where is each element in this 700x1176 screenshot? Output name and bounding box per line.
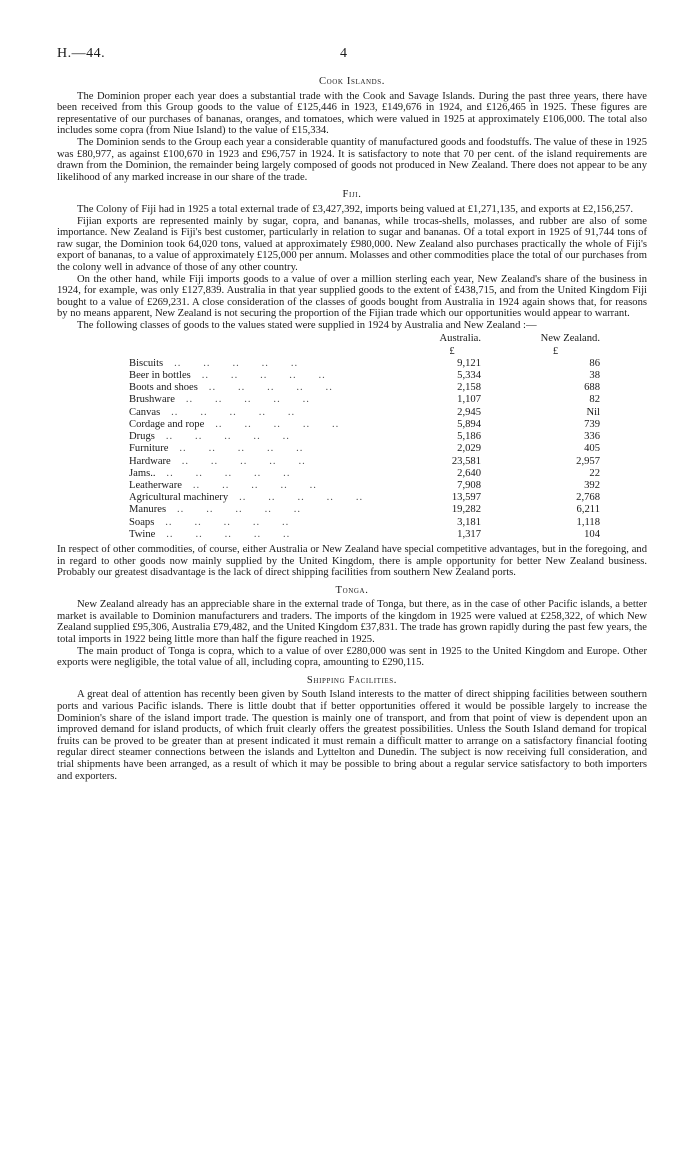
table-row	[129, 382, 608, 394]
table-cell-australia: 3,181	[457, 516, 481, 528]
item-label: Furniture	[129, 443, 169, 455]
table-row	[129, 407, 608, 419]
table-header-australia: Australia.	[439, 333, 481, 345]
table-cell-australia: 1,107	[457, 394, 481, 406]
paragraph: On the other hand, while Fiji imports goods to a value of over a million sterling each year, New Zealand's share of the business in 1924, for example, was only £127,839. Australia in that year supplied goods to the extent of £438,715, and from the United Kingdom Fiji bought to a value of £269,231. A close consideration of the classes of goods bought from Australia in 1924 again shows that, for reasons by no means apparent, New Zealand is not securing the proportion of the Fijian trade which our opportunities would appear to warrant.	[57, 273, 647, 320]
table-cell-australia: 7,908	[457, 479, 481, 491]
paragraph: The Dominion sends to the Group each year a considerable quantity of manufactured goods and foodstuffs. The value of these in 1925 was £80,977, as against £100,670 in 1923 and £96,757 in 1924. It is satisfactory to note that 70 per cent. of the island requirements are drawn from the Dominion, the remainder being largely composed of goods not produced in New Zealand. There does not appear to be any likelihood of any marked increase in our share of the trade.	[57, 136, 647, 183]
table-cell-item	[129, 419, 403, 431]
table-cell-new-zealand: 336	[584, 431, 600, 443]
section-heading-fiji: Fiji.	[342, 189, 362, 201]
page-header	[57, 48, 647, 70]
table-cell-new-zealand: 688	[584, 382, 600, 394]
table-row	[129, 529, 608, 541]
paragraph: A great deal of attention has recently been given by South Island interests to the matter of direct shipping facilities between southern ports and various Pacific islands. There is little doubt that if better opportunities offered it would be possible largely to increase the Dominion's share of the island import trade. The question is mainly one of transport, and from that point of view is dependent upon an improved demand for island products, of which fruit clearly offers the greatest possibilities. Unless the South Island demand for tropical fruits can be proved to be greater than at present indicated it must remain a difficult matter to arrange on a satisfactory financial footing regular direct steamer connections between the islands and Lyttelton and Dunedin. The subject is now receiving full consideration, and trial shipments have been arranged, as a result of which it may be possible to bring about a regular service satisfactory to both importers and exporters.	[57, 689, 647, 782]
item-label: Agricultural machinery	[129, 492, 229, 504]
table-cell-australia: 2,945	[457, 406, 481, 418]
paragraph: The Dominion proper each year does a substantial trade with the Cook and Savage Islands. During the past three years, there have been received from this Group goods to the value of £125,446 in 1923, £149,676 in 1924, and £126,465 in 1925. These figures are representative of our purchases of bananas, oranges, and tomatoes, which were valued in 1925 at approximately £106,000. The total also includes some copra (from Niue Island) to the value of £15,334.	[57, 90, 647, 137]
table-intro: The following classes of goods to the values stated were supplied in 1924 by Australia and New Zealand :—	[77, 319, 537, 331]
table-cell-item	[129, 358, 403, 370]
trade-table	[129, 333, 608, 540]
leader-dots: .. .. .. .. ..	[163, 357, 299, 369]
table-cell-australia: 5,186	[457, 431, 481, 443]
table-cell-new-zealand: Nil	[586, 406, 600, 418]
table-cell-item	[129, 443, 403, 455]
table-cell-australia: 2,158	[457, 382, 481, 394]
paragraph: In respect of other commodities, of course, either Australia or New Zealand have special competitive advantages, but in the foregoing, and in regard to other goods now mainly supplied by the United Kingdom, there is ample opportunity for better New Zealand business. Probably our greatest disadvantage is the lack of direct shipping facilities from southern New Zealand ports.	[57, 543, 647, 579]
table-cell-australia: 13,597	[451, 492, 481, 504]
table-cell-new-zealand: 739	[584, 418, 600, 430]
leader-dots: .. .. .. .. ..	[190, 370, 326, 382]
leader-dots: .. .. .. .. ..	[170, 455, 306, 467]
item-label: Drugs	[129, 431, 155, 443]
item-label: Cordage and rope	[129, 418, 205, 430]
table-cell-item	[129, 382, 403, 394]
section-cook-islands	[57, 76, 647, 183]
table-cell-new-zealand: 38	[589, 370, 600, 382]
item-label: Canvas	[129, 406, 161, 418]
table-cell-australia: 2,640	[457, 467, 481, 479]
leader-dots: .. .. .. .. ..	[166, 504, 302, 516]
item-label: Beer in bottles	[129, 370, 191, 382]
paragraph: The main product of Tonga is copra, which to a value of over £280,000 was sent in 1925 to the United Kingdom and Europe. Other exports were negligible, the total value of all, including copra, amounting to £290,115.	[57, 645, 647, 669]
table-cell-item	[129, 431, 403, 443]
item-label: Brushware	[129, 394, 175, 406]
table-cell-australia: 5,334	[457, 370, 481, 382]
item-label: Hardware	[129, 455, 171, 467]
table-cell-item	[129, 529, 403, 541]
table-cell-item	[129, 492, 403, 504]
table-row	[129, 468, 608, 480]
table-cell-new-zealand: 1,118	[576, 516, 600, 528]
table-body	[129, 358, 608, 541]
paragraph: New Zealand already has an appreciable share in the external trade of Tonga, but there, as in the case of other Pacific islands, a better market is available to Dominion manufacturers and traders. The imports of the kingdom in 1925 were valued at £258,322, of which New Zealand supplied £95,306, Australia £79,482, and the United Kingdom £37,831. The trade has grown rapidly during the past few years, the total imports in 1922 being little more than half the figure reached in 1925.	[57, 599, 647, 646]
section-heading-shipping-facilities: Shipping Facilities.	[306, 674, 398, 686]
table-header-item	[129, 333, 403, 345]
table-row	[129, 370, 608, 382]
table-cell-new-zealand: 82	[589, 394, 600, 406]
table-cell-australia: 23,581	[451, 455, 481, 467]
leader-dots: .. .. .. .. ..	[174, 394, 310, 406]
table-cell-item	[129, 456, 403, 468]
leader-dots: .. .. .. .. ..	[154, 431, 290, 443]
table-row	[129, 517, 608, 529]
table-row	[129, 456, 608, 468]
paragraph: The Colony of Fiji had in 1925 a total external trade of £3,427,392, imports being valued at £1,271,135, and exports at £2,156,257.	[77, 203, 634, 215]
page-number: 4	[340, 46, 347, 61]
table-row	[129, 492, 608, 504]
section-heading-cook-islands: Cook Islands.	[318, 76, 386, 87]
item-label: Boots and shoes	[129, 382, 198, 394]
section-shipping-facilities	[57, 675, 647, 782]
section-fiji	[57, 189, 647, 578]
leader-dots: .. .. .. .. ..	[204, 418, 340, 430]
table-cell-item	[129, 504, 403, 516]
table-row	[129, 394, 608, 406]
leader-dots: .. .. .. .. ..	[155, 528, 291, 540]
leader-dots: .. .. .. .. ..	[181, 479, 317, 491]
table-cell-new-zealand: 22	[589, 467, 600, 479]
leader-dots: .. .. .. .. ..	[228, 492, 364, 504]
item-label: Biscuits	[129, 357, 164, 369]
table-header-new-zealand: New Zealand.	[540, 333, 600, 345]
leader-dots: .. .. .. .. ..	[154, 516, 290, 528]
table-unit-row	[129, 346, 608, 358]
table-cell-item	[129, 480, 403, 492]
document-page	[57, 48, 647, 782]
table-cell-item	[129, 370, 403, 382]
table-row	[129, 419, 608, 431]
table-cell-australia: 2,029	[457, 443, 481, 455]
section-tonga	[57, 585, 647, 669]
table-cell-new-zealand: 104	[584, 528, 600, 540]
unit-australia: £	[449, 345, 455, 357]
leader-dots: .. .. .. .. ..	[160, 406, 296, 418]
item-label: Leatherware	[129, 479, 182, 491]
table-cell-item	[129, 407, 403, 419]
item-label: Twine	[129, 528, 156, 540]
section-heading-tonga: Tonga.	[335, 584, 369, 596]
table-row	[129, 358, 608, 370]
table-row	[129, 480, 608, 492]
table-cell-item	[129, 517, 403, 529]
table-cell-australia: 19,282	[451, 504, 481, 516]
leader-dots: .. .. .. .. ..	[155, 467, 291, 479]
document-reference: H.—44.	[57, 46, 106, 61]
table-cell-new-zealand: 405	[584, 443, 600, 455]
paragraph: Fijian exports are represented mainly by sugar, copra, and bananas, while trocas-shells, molasses, and rubber are also of some importance. New Zealand is Fiji's best customer, particularly in relation to sugar and bananas. Of a total export in 1925 of 91,744 tons of raw sugar, the Dominion took 64,020 tons, valued at approximately £980,000. New Zealand also purchases practically the whole of Fiji's export of bananas, to a value of approximately £125,000 per annum. Molasses and other commodities place the total of our purchases from the colony well in advance of those of any other country.	[57, 215, 647, 273]
table-header-row	[129, 333, 608, 345]
table-cell-new-zealand: 2,957	[576, 455, 600, 467]
table-cell-australia: 1,317	[457, 528, 481, 540]
table-row	[129, 504, 608, 516]
table-cell-item	[129, 468, 403, 480]
leader-dots: .. .. .. .. ..	[197, 382, 333, 394]
item-label: Jams..	[129, 467, 156, 479]
table-cell-new-zealand: 2,768	[576, 492, 600, 504]
table-row	[129, 431, 608, 443]
item-label: Soaps	[129, 516, 155, 528]
item-label: Manures	[129, 504, 167, 516]
table-cell-australia: 5,894	[457, 418, 481, 430]
unit-new-zealand: £	[552, 345, 559, 357]
table-cell-australia: 9,121	[457, 357, 481, 369]
table-cell-new-zealand: 392	[584, 479, 600, 491]
table-cell-new-zealand: 6,211	[576, 504, 600, 516]
table-cell-new-zealand: 86	[589, 357, 600, 369]
leader-dots: .. .. .. .. ..	[168, 443, 304, 455]
table-row	[129, 443, 608, 455]
table-cell-item	[129, 394, 403, 406]
